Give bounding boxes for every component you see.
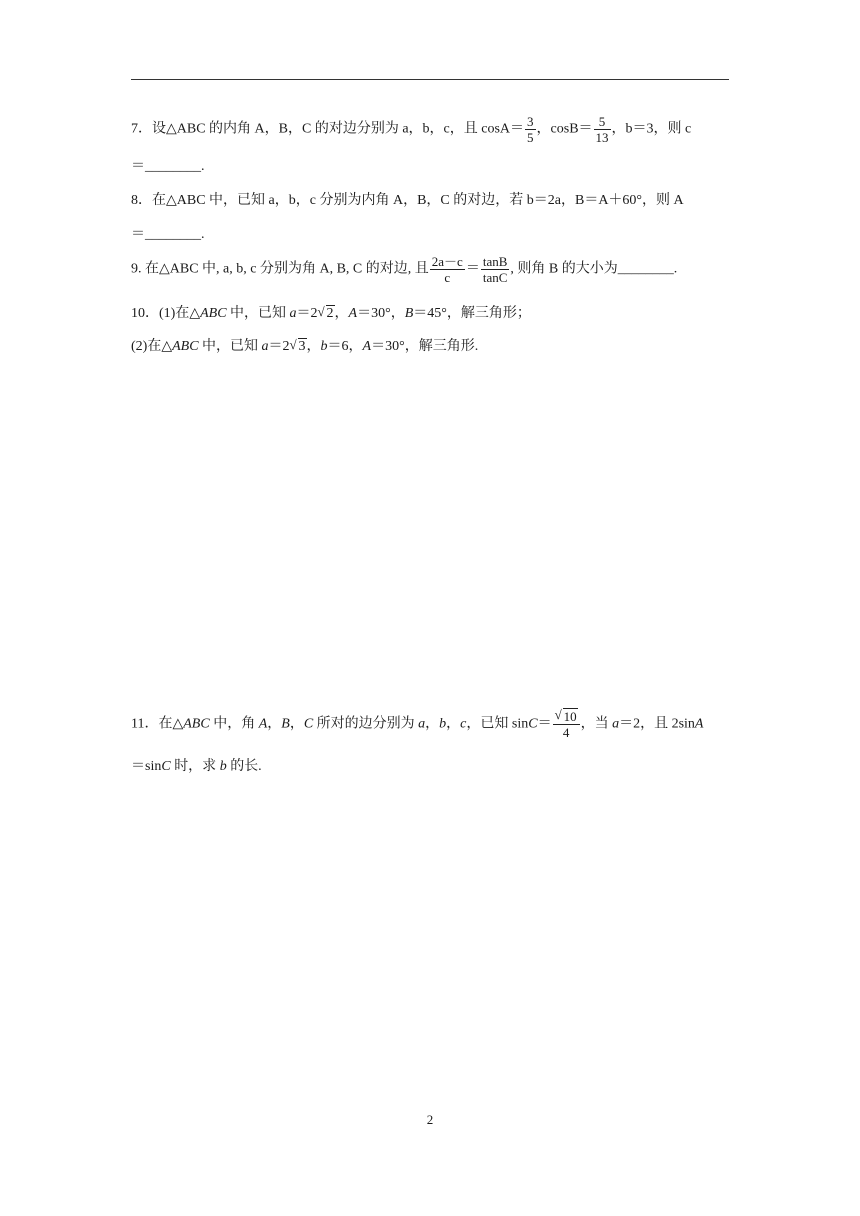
fraction-2a-c-over-c <box>430 254 465 285</box>
q11-text: ＝sin <box>131 759 162 774</box>
q10-text: ＝30°，解三角形. <box>371 339 479 354</box>
q10-var: A <box>362 339 372 354</box>
q10-var: a <box>289 306 297 321</box>
q10-text: 10．(1)在△ <box>131 306 201 321</box>
q11-text: 所对的边分别为 <box>313 716 419 732</box>
q11-var: b <box>439 716 447 732</box>
q11-text: ，已知 sin <box>466 716 529 732</box>
q10-text: ＝6， <box>327 339 363 354</box>
radicand: 10 <box>563 709 577 724</box>
radicand: 2 <box>326 306 334 321</box>
q11-var: b <box>219 759 227 774</box>
fraction-numerator: tanB <box>482 254 508 269</box>
q7-text: ，b＝3，则 c <box>611 121 692 137</box>
q11-var: ABC <box>183 716 210 732</box>
fraction-denominator: c <box>444 270 451 285</box>
sqrt-3: √ 3 <box>289 337 306 354</box>
fraction-numerator <box>553 709 580 725</box>
question-10-part-1 <box>131 305 531 323</box>
question-9 <box>131 254 677 285</box>
q11-var: B <box>281 716 290 732</box>
fraction-sqrt10-over-4 <box>553 709 580 740</box>
q11-text: 时，求 <box>170 759 220 774</box>
page-number: 2 <box>426 1112 434 1127</box>
q10-var: ABC <box>200 306 227 321</box>
q10-var: a <box>261 339 269 354</box>
q11-var: A <box>258 716 268 732</box>
q10-text: ＝30°， <box>357 306 405 321</box>
sqrt-10: √ 10 <box>554 707 577 724</box>
fraction-numerator: 3 <box>527 114 534 129</box>
q10-text: ＝45°，解三角形； <box>413 306 531 321</box>
q9-text: ＝ <box>465 261 480 277</box>
fraction-denominator: tanC <box>482 270 508 285</box>
fraction-denominator: 5 <box>527 130 534 145</box>
q11-var: A <box>694 716 704 732</box>
question-10-part-2 <box>131 338 478 356</box>
q11-text: ， <box>425 716 440 732</box>
q9-text: 9. 在△ABC 中, a, b, c 分别为角 A, B, C 的对边, 且 <box>131 261 429 277</box>
q11-text: 11．在△ <box>131 716 184 732</box>
q11-text: ， <box>267 716 282 732</box>
q11-text: 中，角 <box>209 716 259 732</box>
fraction-3-5 <box>525 114 536 145</box>
q7-text: 7．设△ABC 的内角 A，B，C 的对边分别为 a，b，c，且 cosA＝ <box>131 121 525 137</box>
q11-var: C <box>303 716 314 732</box>
fraction-numerator: 5 <box>594 114 611 130</box>
q10-text: (2)在△ <box>131 339 173 354</box>
question-11-line-1 <box>131 709 703 740</box>
q10-text: 中，已知 <box>198 339 262 354</box>
fraction-tanb-over-tanc <box>481 254 510 285</box>
q11-var: C <box>528 716 538 732</box>
q11-var: a <box>418 716 426 732</box>
q10-text: ， <box>306 339 321 354</box>
fraction-denominator: 4 <box>562 725 570 740</box>
question-8-line-1: 8．在△ABC 中，已知 a，b，c 分别为内角 A，B，C 的对边，若 b＝2a，B＝A＋60°，则 A <box>131 193 684 208</box>
question-7-line-1 <box>131 114 691 145</box>
q10-text: ＝2 <box>296 306 318 321</box>
q10-var: ABC <box>172 339 199 354</box>
fraction-numerator: 2a－c <box>431 254 463 269</box>
q10-text: 中，已知 <box>226 306 290 321</box>
q11-var: a <box>612 716 620 732</box>
q11-text: 的长. <box>226 759 262 774</box>
q10-var: b <box>320 339 328 354</box>
q11-text: ，当 <box>580 716 613 732</box>
q10-text: ， <box>334 306 349 321</box>
q11-text: ＝2，且 2sin <box>619 716 695 732</box>
question-11-line-2 <box>131 758 262 776</box>
fraction-5-13 <box>594 114 611 145</box>
radicand: 3 <box>298 339 306 354</box>
q10-var: A <box>348 306 358 321</box>
q11-var: c <box>460 716 467 732</box>
q11-var: C <box>161 759 171 774</box>
question-8-line-2: ＝________. <box>131 227 205 242</box>
question-7-line-2: ＝________. <box>131 159 205 174</box>
q10-var: B <box>404 306 414 321</box>
q10-text: ＝2 <box>268 339 290 354</box>
q9-text: , 则角 B 的大小为________. <box>510 261 678 277</box>
q11-text: ， <box>289 716 304 732</box>
fraction-denominator: 13 <box>595 130 609 145</box>
q7-text: ，cosB＝ <box>536 121 593 137</box>
sqrt-2: √ 2 <box>317 304 334 321</box>
q11-text: ， <box>446 716 461 732</box>
q11-text: ＝ <box>537 716 552 732</box>
header-rule <box>131 79 729 80</box>
